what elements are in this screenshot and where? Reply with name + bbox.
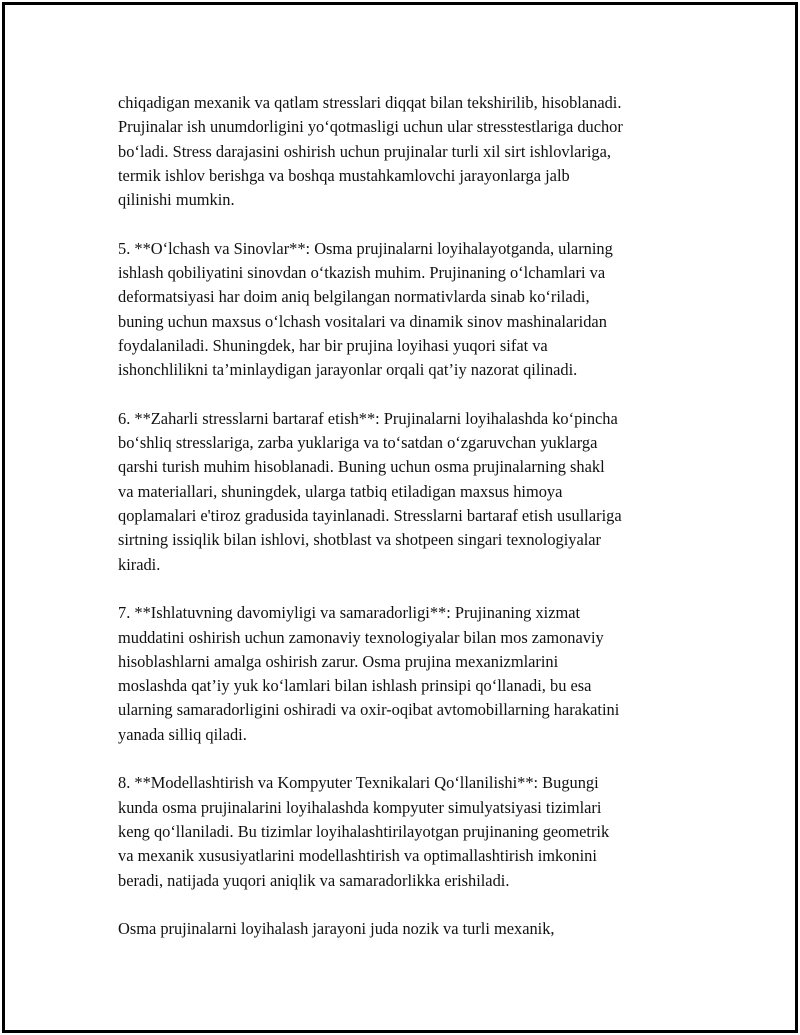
paragraph-conclusion: Osma prujinalarni loyihalash jarayoni juda nozik va turli mexanik,	[118, 919, 555, 939]
paragraph-section-8: 8. **Modellashtirish va Kompyuter Texnikalari Qo‘llanilishi**: Bugungi kunda osma prujinalarini loyihalashda kompyuter simulyatsiyasi tizimlari keng qo‘llaniladi. Bu tizimlar loyihalashtirilayotgan prujinaning geometrik va mexanik xususiyatlarini modellashtirish va optimallashtirish imkonini beradi, natijada yuqori aniqlik va samaradorlikka erishiladi.	[118, 773, 610, 890]
paragraph-section-5: 5. **O‘lchash va Sinovlar**: Osma prujinalarni loyihalayotganda, ularning ishlash qobiliyatini sinovdan o‘tkazish muhim. Prujinaning o‘lchamlari va deformatsiyasi har doim aniq belgilangan normativlarda sinab ko‘riladi, buning uchun maxsus o‘lchash vositalari va dinamik sinov mashinalaridan foydalaniladi. Shuningdek, har bir prujina loyihasi yuqori sifat va ishonchlilikni ta’minlaydigan jarayonlar orqali qat’iy nazorat qilinadi.	[118, 238, 613, 380]
paragraph-section-6: 6. **Zaharli stresslarni bartaraf etish**: Prujinalarni loyihalashda ko‘pincha bo‘shliq stresslariga, zarba yuklariga va to‘satdan o‘zgaruvchan yuklarga qarshi turish muhim hisoblanadi. Buning uchun osma prujinalarning shakl va materiallari, shuningdek, ularga tatbiq etiladigan maxsus himoya qoplamalari e'tiroz gradusida tayinlanadi. Stresslarni bartaraf etish usullariga sirtning issiqlik bilan ishlovi, shotblast va shotpeen singari texnologiyalar kiradi.	[118, 408, 622, 574]
paragraph-section-7: 7. **Ishlatuvning davomiyligi va samaradorligi**: Prujinaning xizmat muddatini oshirish uchun zamonaviy texnologiyalar bilan mos zamonaviy hisoblashlarni amalga oshirish zarur. Osma prujina mexanizmlarini moslashda qat’iy yuk ko‘lamlari bilan ishlash prinsipi qo‘llanadi, bu esa ularning samaradorligini oshiradi va oxir-oqibat avtomobillarning harakatini yanada silliq qiladi.	[118, 603, 620, 744]
document-body	[118, 91, 698, 941]
paragraph-intro-continuation: chiqadigan mexanik va qatlam stresslari diqqat bilan tekshirilib, hisoblanadi. Prujinalar ish unumdorligini yo‘qotmasligi uchun ular stresstestlariga duchor bo‘ladi. Stress darajasini oshirish uchun prujinalar turli xil sirt ishlovlariga, termik ishlov berishga va boshqa mustahkamlovchi jarayonlarga jalb qilinishi mumkin.	[118, 93, 623, 210]
